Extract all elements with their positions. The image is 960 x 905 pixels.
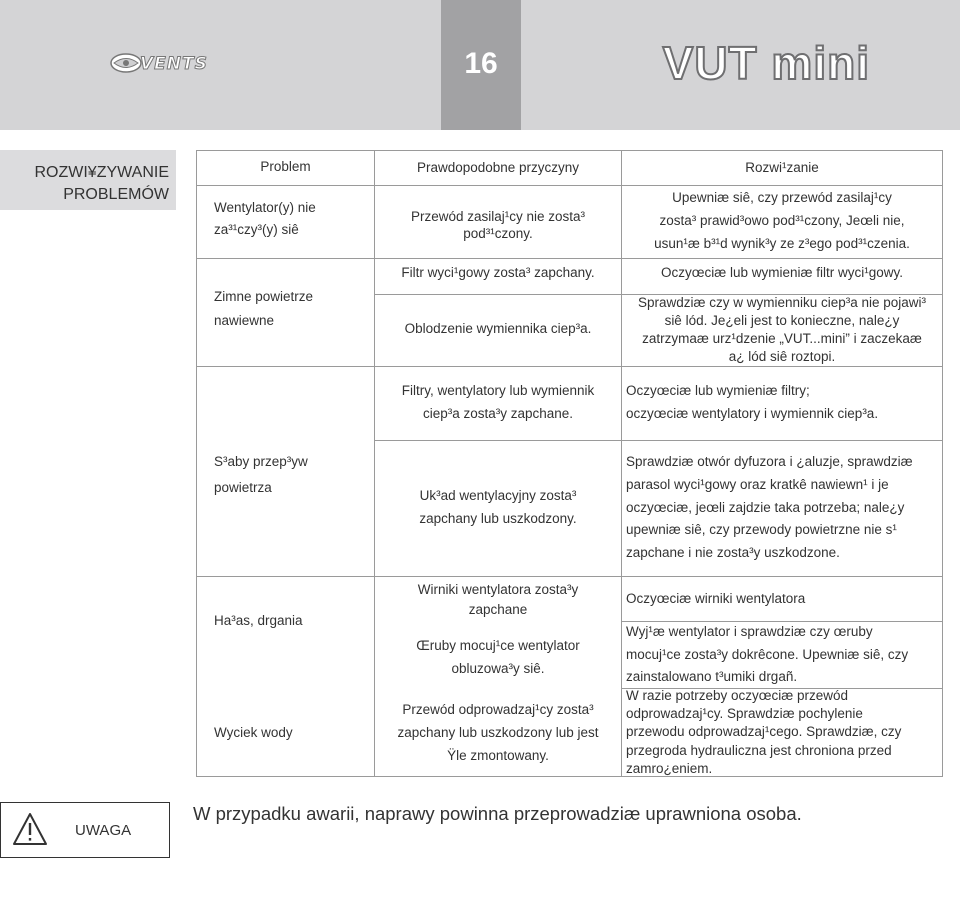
section-label-line2: PROBLEMÓW (63, 186, 169, 203)
column-header-solution: Rozwi¹zanie (745, 160, 819, 175)
solution-7-line3: zainstalowano t³umiki drgañ. (626, 669, 798, 684)
warning-triangle-icon (12, 812, 48, 846)
solution-4-line2: oczyœciæ wentylatory i wymiennik ciep³a. (626, 406, 879, 421)
warning-label: UWAGA (75, 822, 132, 839)
cause-3: Oblodzenie wymiennika ciep³a. (404, 321, 592, 336)
problem-2 (214, 285, 313, 333)
cause-8-line1: Przewód odprowadzaj¹cy zosta³ (402, 702, 594, 717)
solution-5-line1: Sprawdziæ otwór dyfuzora i ¿aluzje, sprawdziæ (626, 454, 913, 469)
solution-3-line4: a¿ lód siê roztopi. (728, 349, 836, 364)
solution-4-line1: Oczyœciæ lub wymieniæ filtry; (626, 383, 810, 398)
cause-8-line3: Ÿle zmontowany. (447, 748, 549, 763)
cause-5-line1: Uk³ad wentylacyjny zosta³ (419, 488, 577, 503)
solution-8-line4: przegroda hydrauliczna jest chroniona przed (626, 742, 892, 758)
problem-1 (214, 197, 316, 241)
solution-8 (626, 687, 901, 778)
solution-1-line1: Upewniæ siê, czy przewód zasilaj¹cy (672, 190, 892, 205)
problem-5: Wyciek wody (214, 725, 293, 740)
solution-5 (626, 451, 913, 565)
cause-7-line1: Œruby mocuj¹ce wentylator (416, 638, 580, 653)
cause-4-line1: Filtry, wentylatory lub wymiennik (401, 383, 595, 398)
problem-1-line2: za³¹czy³(y) siê (214, 222, 299, 237)
solution-5-line5: zapchane i nie zosta³y uszkodzone. (626, 545, 840, 561)
cause-1-line1: Przewód zasilaj¹cy nie zosta³ (410, 209, 586, 224)
cause-5 (375, 484, 621, 530)
problem-2-line2: nawiewne (214, 313, 275, 328)
section-label (0, 150, 176, 210)
solution-2: Oczyœciæ lub wymieniæ filtr wyci¹gowy. (660, 265, 904, 280)
logo-text: VENTS (140, 54, 208, 74)
solution-1 (622, 186, 942, 255)
section-label-line1: ROZWI¥ZYWANIE (34, 164, 169, 181)
cause-7 (375, 634, 621, 680)
cause-4 (375, 379, 621, 425)
cause-6-line2: zapchane (468, 602, 528, 617)
page-number: 16 (441, 0, 521, 130)
solution-6: Oczyœciæ wirniki wentylatora (626, 591, 806, 606)
cause-5-line2: zapchany lub uszkodzony. (419, 511, 577, 526)
solution-8-line1: W razie potrzeby oczyœciæ przewód (626, 688, 849, 703)
solution-5-line3: oczyœciæ, jeœli zajdzie taka potrzeba; nale¿y (626, 499, 905, 515)
cause-1-line2: pod³¹czony. (463, 226, 533, 241)
cause-1 (375, 208, 621, 242)
product-title: VUT mini (662, 37, 870, 89)
cause-7-line2: obluzowa³y siê. (451, 661, 545, 676)
solution-7 (626, 621, 908, 689)
warning-message: W przypadku awarii, naprawy powinna przeprowadziæ uprawniona osoba. (193, 803, 802, 824)
problem-3-line2: powietrza (214, 480, 272, 495)
cause-4-line2: ciep³a zosta³y zapchane. (422, 406, 574, 421)
cause-6-line1: Wirniki wentylatora zosta³y (417, 582, 579, 597)
problem-3-line1: S³aby przep³yw (214, 454, 308, 469)
solution-8-line5: zamro¿eniem. (626, 760, 713, 776)
solution-1-line3: usun¹æ b³¹d wynik³y ze z³ego pod³¹czenia. (654, 236, 910, 251)
cause-8-line2: zapchany lub uszkodzony lub jest (397, 725, 599, 740)
problem-2-line1: Zimne powietrze (214, 289, 314, 304)
problem-1-line1: Wentylator(y) nie (214, 200, 316, 215)
cause-8 (375, 698, 621, 767)
solution-3 (622, 294, 942, 366)
cause-2: Filtr wyci¹gowy zosta³ zapchany. (401, 265, 595, 280)
solution-7-line1: Wyj¹æ wentylator i sprawdziæ czy œruby (626, 624, 873, 639)
solution-8-line3: przewodu odprowadzaj¹cego. Sprawdziæ, czy (626, 724, 902, 740)
solution-5-line4: upewniæ siê, czy przewody powietrzne nie s¹ (626, 522, 897, 538)
problem-3 (214, 449, 308, 501)
solution-4 (626, 379, 878, 425)
solution-8-line2: odprowadzaj¹cy. Sprawdziæ pochylenie (626, 706, 863, 722)
solution-3-line3: zatrzymaæ urz¹dzenie „VUT...mini” i zaczekaæ (642, 331, 922, 346)
problem-4: Ha³as, drgania (214, 613, 303, 628)
solution-5-line2: parasol wyci¹gowy oraz kratkê nawiewn¹ i je (626, 476, 889, 492)
solution-3-line2: siê lód. Je¿eli jest to konieczne, nale¿y (664, 313, 900, 328)
solution-3-line1: Sprawdziæ czy w wymienniku ciep³a nie pojawi³ (637, 295, 927, 310)
column-header-problem: Problem (260, 159, 311, 174)
solution-1-line2: zosta³ prawid³owo pod³¹czony, Jeœli nie, (659, 213, 905, 228)
solution-7-line2: mocuj¹ce zosta³y dokrêcone. Upewniæ siê, czy (626, 646, 909, 662)
cause-6 (375, 580, 621, 620)
column-header-causes: Prawdopodobne przyczyny (416, 160, 580, 175)
